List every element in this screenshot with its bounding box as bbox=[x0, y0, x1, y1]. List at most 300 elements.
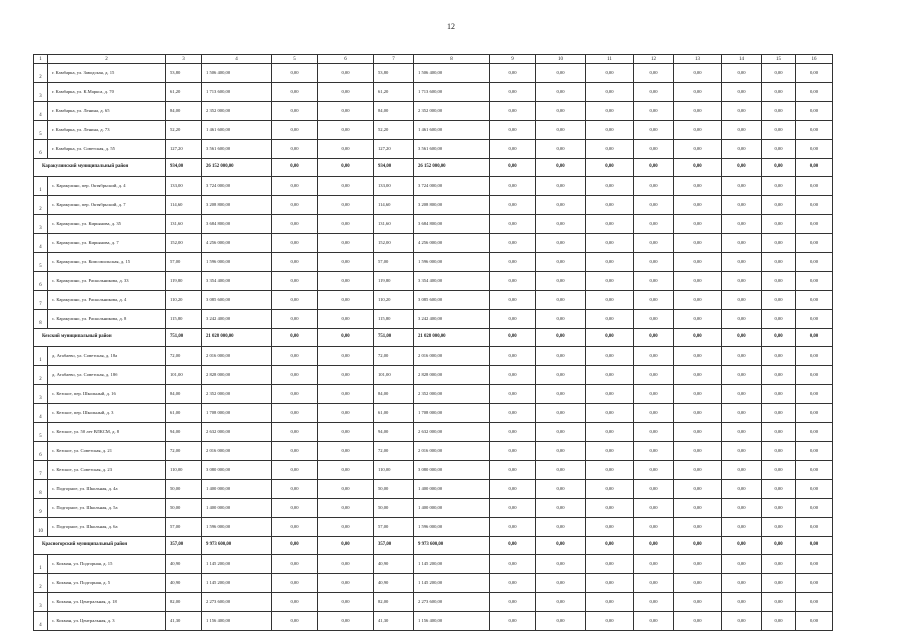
value-cell: 0,00 bbox=[318, 404, 374, 423]
value-cell: 0,00 bbox=[634, 480, 674, 499]
value-cell: 0,00 bbox=[796, 121, 833, 140]
cost-cell: 2 352 000,00 bbox=[414, 102, 490, 121]
value-cell: 0,00 bbox=[536, 574, 586, 593]
value-cell: 0,00 bbox=[674, 121, 722, 140]
address-cell: с. Каракулино, ул. Раскольникова, д. 33 bbox=[48, 272, 166, 291]
row-index: 3 bbox=[34, 593, 48, 612]
table-row bbox=[34, 196, 833, 215]
district-name: Красногорский муниципальный район bbox=[34, 537, 166, 555]
value-cell: 0,00 bbox=[490, 366, 536, 385]
value-cell: 0,00 bbox=[490, 537, 536, 555]
value-cell: 0,00 bbox=[490, 272, 536, 291]
value-cell: 0,00 bbox=[674, 272, 722, 291]
address-cell: г. Камбарка, ул. Советская, д. 55 bbox=[48, 140, 166, 159]
value-cell: 0,00 bbox=[586, 196, 634, 215]
value-cell: 0,00 bbox=[634, 612, 674, 631]
value-cell: 0,00 bbox=[318, 234, 374, 253]
value-cell: 0,00 bbox=[586, 499, 634, 518]
value-cell: 0,00 bbox=[796, 347, 833, 366]
value-cell: 0,00 bbox=[722, 102, 762, 121]
cost-cell: 3 354 400,00 bbox=[414, 272, 490, 291]
address-cell: с. Кезское, ул. 50 лет ВЛКСМ, д. 8 bbox=[48, 423, 166, 442]
area-cell: 61,00 bbox=[166, 404, 202, 423]
value-cell: 0,00 bbox=[536, 159, 586, 177]
cost-cell: 9 973 600,00 bbox=[414, 537, 490, 555]
value-cell: 0,00 bbox=[634, 385, 674, 404]
district-total-row bbox=[34, 159, 833, 177]
value-cell: 0,00 bbox=[634, 461, 674, 480]
table-row bbox=[34, 215, 833, 234]
value-cell: 0,00 bbox=[536, 612, 586, 631]
cost-cell: 4 256 000,00 bbox=[414, 234, 490, 253]
column-number: 6 bbox=[318, 55, 374, 64]
value-cell: 0,00 bbox=[796, 329, 833, 347]
area-cell: 41,30 bbox=[374, 612, 414, 631]
value-cell: 0,00 bbox=[796, 272, 833, 291]
area-cell: 131,60 bbox=[166, 215, 202, 234]
row-index: 6 bbox=[34, 272, 48, 291]
value-cell: 0,00 bbox=[536, 366, 586, 385]
value-cell: 0,00 bbox=[586, 366, 634, 385]
value-cell: 0,00 bbox=[490, 83, 536, 102]
value-cell: 0,00 bbox=[272, 385, 318, 404]
value-cell: 0,00 bbox=[272, 574, 318, 593]
value-cell: 0,00 bbox=[490, 159, 536, 177]
cost-cell: 1 596 000,00 bbox=[202, 518, 272, 537]
value-cell: 0,00 bbox=[634, 272, 674, 291]
table-row bbox=[34, 253, 833, 272]
value-cell: 0,00 bbox=[318, 177, 374, 196]
table-row bbox=[34, 102, 833, 121]
value-cell: 0,00 bbox=[722, 423, 762, 442]
value-cell: 0,00 bbox=[634, 442, 674, 461]
cost-cell: 1 596 000,00 bbox=[414, 518, 490, 537]
address-cell: д. Атабаево, ул. Советская, д. 18а bbox=[48, 347, 166, 366]
value-cell: 0,00 bbox=[674, 102, 722, 121]
value-cell: 0,00 bbox=[272, 215, 318, 234]
value-cell: 0,00 bbox=[536, 140, 586, 159]
value-cell: 0,00 bbox=[490, 215, 536, 234]
row-index: 1 bbox=[34, 555, 48, 574]
value-cell: 0,00 bbox=[722, 310, 762, 329]
value-cell: 0,00 bbox=[634, 140, 674, 159]
value-cell: 0,00 bbox=[674, 177, 722, 196]
area-cell: 357,00 bbox=[166, 537, 202, 555]
value-cell: 0,00 bbox=[722, 404, 762, 423]
value-cell: 0,00 bbox=[586, 121, 634, 140]
value-cell: 0,00 bbox=[762, 215, 796, 234]
value-cell: 0,00 bbox=[586, 461, 634, 480]
value-cell: 0,00 bbox=[762, 234, 796, 253]
value-cell: 0,00 bbox=[272, 518, 318, 537]
cost-cell: 9 973 600,00 bbox=[202, 537, 272, 555]
address-cell: с. Подгорное, ул. Школьная, д. 6а bbox=[48, 518, 166, 537]
value-cell: 0,00 bbox=[272, 366, 318, 385]
value-cell: 0,00 bbox=[674, 159, 722, 177]
cost-cell: 2 352 000,00 bbox=[202, 102, 272, 121]
table-row bbox=[34, 555, 833, 574]
value-cell: 0,00 bbox=[762, 121, 796, 140]
value-cell: 0,00 bbox=[586, 423, 634, 442]
row-index: 7 bbox=[34, 291, 48, 310]
value-cell: 0,00 bbox=[674, 574, 722, 593]
value-cell: 0,00 bbox=[272, 253, 318, 272]
value-cell: 0,00 bbox=[722, 159, 762, 177]
value-cell: 0,00 bbox=[272, 64, 318, 83]
row-index: 1 bbox=[34, 347, 48, 366]
value-cell: 0,00 bbox=[318, 442, 374, 461]
table-row bbox=[34, 347, 833, 366]
value-cell: 0,00 bbox=[634, 159, 674, 177]
cost-cell: 2 632 000,00 bbox=[414, 423, 490, 442]
cost-cell: 1 461 600,00 bbox=[202, 121, 272, 140]
value-cell: 0,00 bbox=[722, 234, 762, 253]
table-header-row bbox=[34, 55, 833, 64]
housing-program-table bbox=[33, 54, 833, 631]
value-cell: 0,00 bbox=[318, 612, 374, 631]
value-cell: 0,00 bbox=[722, 366, 762, 385]
area-cell: 52,20 bbox=[166, 121, 202, 140]
area-cell: 152,00 bbox=[166, 234, 202, 253]
value-cell: 0,00 bbox=[490, 121, 536, 140]
value-cell: 0,00 bbox=[674, 64, 722, 83]
value-cell: 0,00 bbox=[796, 423, 833, 442]
value-cell: 0,00 bbox=[762, 518, 796, 537]
value-cell: 0,00 bbox=[536, 461, 586, 480]
table-row bbox=[34, 385, 833, 404]
value-cell: 0,00 bbox=[490, 593, 536, 612]
value-cell: 0,00 bbox=[318, 423, 374, 442]
cost-cell: 3 242 400,00 bbox=[202, 310, 272, 329]
value-cell: 0,00 bbox=[490, 329, 536, 347]
value-cell: 0,00 bbox=[272, 234, 318, 253]
value-cell: 0,00 bbox=[318, 347, 374, 366]
value-cell: 0,00 bbox=[490, 480, 536, 499]
value-cell: 0,00 bbox=[272, 461, 318, 480]
area-cell: 127,20 bbox=[166, 140, 202, 159]
value-cell: 0,00 bbox=[722, 121, 762, 140]
value-cell: 0,00 bbox=[796, 593, 833, 612]
value-cell: 0,00 bbox=[634, 177, 674, 196]
cost-cell: 3 724 000,00 bbox=[202, 177, 272, 196]
value-cell: 0,00 bbox=[318, 480, 374, 499]
value-cell: 0,00 bbox=[318, 310, 374, 329]
value-cell: 0,00 bbox=[536, 499, 586, 518]
value-cell: 0,00 bbox=[536, 215, 586, 234]
value-cell: 0,00 bbox=[490, 64, 536, 83]
value-cell: 0,00 bbox=[634, 574, 674, 593]
cost-cell: 21 028 000,00 bbox=[202, 329, 272, 347]
value-cell: 0,00 bbox=[586, 612, 634, 631]
value-cell: 0,00 bbox=[586, 64, 634, 83]
row-index: 2 bbox=[34, 196, 48, 215]
value-cell: 0,00 bbox=[796, 574, 833, 593]
area-cell: 50,00 bbox=[166, 499, 202, 518]
row-index: 8 bbox=[34, 310, 48, 329]
value-cell: 0,00 bbox=[762, 253, 796, 272]
value-cell: 0,00 bbox=[318, 385, 374, 404]
cost-cell: 2 273 600,00 bbox=[414, 593, 490, 612]
value-cell: 0,00 bbox=[318, 461, 374, 480]
value-cell: 0,00 bbox=[586, 442, 634, 461]
address-cell: с. Каракулино, пер. Октябрьский, д. 7 bbox=[48, 196, 166, 215]
value-cell: 0,00 bbox=[796, 310, 833, 329]
value-cell: 0,00 bbox=[762, 499, 796, 518]
cost-cell: 4 256 000,00 bbox=[202, 234, 272, 253]
value-cell: 0,00 bbox=[722, 272, 762, 291]
value-cell: 0,00 bbox=[586, 215, 634, 234]
value-cell: 0,00 bbox=[318, 196, 374, 215]
area-cell: 72,00 bbox=[374, 347, 414, 366]
address-cell: с. Подгорное, ул. Школьная, д. 4а bbox=[48, 480, 166, 499]
area-cell: 131,60 bbox=[374, 215, 414, 234]
value-cell: 0,00 bbox=[722, 555, 762, 574]
value-cell: 0,00 bbox=[634, 404, 674, 423]
value-cell: 0,00 bbox=[634, 253, 674, 272]
cost-cell: 2 016 000,00 bbox=[414, 347, 490, 366]
value-cell: 0,00 bbox=[536, 593, 586, 612]
area-cell: 52,20 bbox=[374, 121, 414, 140]
value-cell: 0,00 bbox=[796, 366, 833, 385]
address-cell: с. Каракулино, ул. Раскольникова, д. 8 bbox=[48, 310, 166, 329]
table-row bbox=[34, 612, 833, 631]
value-cell: 0,00 bbox=[586, 102, 634, 121]
value-cell: 0,00 bbox=[762, 612, 796, 631]
value-cell: 0,00 bbox=[722, 593, 762, 612]
value-cell: 0,00 bbox=[490, 140, 536, 159]
cost-cell: 2 828 000,00 bbox=[202, 366, 272, 385]
value-cell: 0,00 bbox=[272, 102, 318, 121]
address-cell: с. Кокман, ул. Центральная, д. 18 bbox=[48, 593, 166, 612]
column-number: 12 bbox=[634, 55, 674, 64]
value-cell: 0,00 bbox=[272, 159, 318, 177]
cost-cell: 1 156 400,00 bbox=[202, 612, 272, 631]
value-cell: 0,00 bbox=[586, 385, 634, 404]
area-cell: 53,80 bbox=[374, 64, 414, 83]
area-cell: 152,00 bbox=[374, 234, 414, 253]
value-cell: 0,00 bbox=[536, 518, 586, 537]
value-cell: 0,00 bbox=[490, 423, 536, 442]
value-cell: 0,00 bbox=[762, 102, 796, 121]
cost-cell: 3 354 400,00 bbox=[202, 272, 272, 291]
area-cell: 61,20 bbox=[374, 83, 414, 102]
value-cell: 0,00 bbox=[536, 83, 586, 102]
area-cell: 115,80 bbox=[374, 310, 414, 329]
value-cell: 0,00 bbox=[586, 347, 634, 366]
area-cell: 133,00 bbox=[166, 177, 202, 196]
cost-cell: 3 080 000,00 bbox=[202, 461, 272, 480]
row-index: 1 bbox=[34, 177, 48, 196]
cost-cell: 3 561 600,00 bbox=[414, 140, 490, 159]
table-row bbox=[34, 404, 833, 423]
value-cell: 0,00 bbox=[490, 347, 536, 366]
area-cell: 127,20 bbox=[374, 140, 414, 159]
value-cell: 0,00 bbox=[318, 159, 374, 177]
value-cell: 0,00 bbox=[762, 480, 796, 499]
value-cell: 0,00 bbox=[318, 140, 374, 159]
cost-cell: 1 506 400,00 bbox=[202, 64, 272, 83]
value-cell: 0,00 bbox=[674, 612, 722, 631]
value-cell: 0,00 bbox=[272, 272, 318, 291]
cost-cell: 2 016 000,00 bbox=[202, 347, 272, 366]
value-cell: 0,00 bbox=[318, 291, 374, 310]
cost-cell: 3 684 800,00 bbox=[202, 215, 272, 234]
value-cell: 0,00 bbox=[490, 442, 536, 461]
area-cell: 94,00 bbox=[166, 423, 202, 442]
cost-cell: 1 400 000,00 bbox=[202, 499, 272, 518]
area-cell: 133,00 bbox=[374, 177, 414, 196]
district-total-row bbox=[34, 329, 833, 347]
value-cell: 0,00 bbox=[674, 253, 722, 272]
area-cell: 72,00 bbox=[166, 347, 202, 366]
value-cell: 0,00 bbox=[318, 64, 374, 83]
value-cell: 0,00 bbox=[490, 499, 536, 518]
column-number: 9 bbox=[490, 55, 536, 64]
row-index: 5 bbox=[34, 121, 48, 140]
area-cell: 50,00 bbox=[166, 480, 202, 499]
area-cell: 40,90 bbox=[374, 574, 414, 593]
value-cell: 0,00 bbox=[318, 537, 374, 555]
column-number: 15 bbox=[762, 55, 796, 64]
value-cell: 0,00 bbox=[796, 480, 833, 499]
value-cell: 0,00 bbox=[586, 574, 634, 593]
value-cell: 0,00 bbox=[318, 83, 374, 102]
value-cell: 0,00 bbox=[536, 423, 586, 442]
value-cell: 0,00 bbox=[762, 423, 796, 442]
value-cell: 0,00 bbox=[536, 196, 586, 215]
table-row bbox=[34, 518, 833, 537]
value-cell: 0,00 bbox=[722, 574, 762, 593]
cost-cell: 26 152 000,00 bbox=[202, 159, 272, 177]
value-cell: 0,00 bbox=[722, 442, 762, 461]
area-cell: 101,00 bbox=[374, 366, 414, 385]
value-cell: 0,00 bbox=[634, 291, 674, 310]
value-cell: 0,00 bbox=[586, 253, 634, 272]
value-cell: 0,00 bbox=[536, 537, 586, 555]
value-cell: 0,00 bbox=[586, 140, 634, 159]
cost-cell: 3 080 000,00 bbox=[414, 461, 490, 480]
value-cell: 0,00 bbox=[490, 555, 536, 574]
area-cell: 110,00 bbox=[374, 461, 414, 480]
value-cell: 0,00 bbox=[318, 555, 374, 574]
area-cell: 110,00 bbox=[166, 461, 202, 480]
value-cell: 0,00 bbox=[762, 83, 796, 102]
row-index: 6 bbox=[34, 442, 48, 461]
value-cell: 0,00 bbox=[634, 83, 674, 102]
cost-cell: 3 561 600,00 bbox=[202, 140, 272, 159]
value-cell: 0,00 bbox=[674, 196, 722, 215]
row-index: 2 bbox=[34, 64, 48, 83]
value-cell: 0,00 bbox=[272, 177, 318, 196]
value-cell: 0,00 bbox=[536, 555, 586, 574]
address-cell: с. Подгорное, ул. Школьная, д. 5а bbox=[48, 499, 166, 518]
district-name: Кезский муниципальный район bbox=[34, 329, 166, 347]
table-row bbox=[34, 177, 833, 196]
value-cell: 0,00 bbox=[674, 593, 722, 612]
column-number: 13 bbox=[674, 55, 722, 64]
value-cell: 0,00 bbox=[762, 366, 796, 385]
value-cell: 0,00 bbox=[796, 291, 833, 310]
value-cell: 0,00 bbox=[318, 272, 374, 291]
value-cell: 0,00 bbox=[674, 291, 722, 310]
row-index: 10 bbox=[34, 518, 48, 537]
value-cell: 0,00 bbox=[536, 272, 586, 291]
value-cell: 0,00 bbox=[536, 442, 586, 461]
area-cell: 357,00 bbox=[374, 537, 414, 555]
column-number: 5 bbox=[272, 55, 318, 64]
value-cell: 0,00 bbox=[634, 537, 674, 555]
value-cell: 0,00 bbox=[490, 253, 536, 272]
value-cell: 0,00 bbox=[762, 537, 796, 555]
address-cell: с. Кезское, ул. Советская, д. 23 bbox=[48, 461, 166, 480]
table-row bbox=[34, 574, 833, 593]
value-cell: 0,00 bbox=[586, 480, 634, 499]
area-cell: 61,20 bbox=[166, 83, 202, 102]
row-index: 4 bbox=[34, 234, 48, 253]
address-cell: с. Каракулино, ул. Раскольникова, д. 4 bbox=[48, 291, 166, 310]
area-cell: 72,00 bbox=[166, 442, 202, 461]
address-cell: с. Каракулино, ул. Кирьянова, д. 35 bbox=[48, 215, 166, 234]
table-row bbox=[34, 442, 833, 461]
area-cell: 57,00 bbox=[166, 518, 202, 537]
address-cell: г. Камбарка, ул. К.Маркса, д. 70 bbox=[48, 83, 166, 102]
value-cell: 0,00 bbox=[762, 555, 796, 574]
area-cell: 101,00 bbox=[166, 366, 202, 385]
value-cell: 0,00 bbox=[796, 64, 833, 83]
cost-cell: 1 145 200,00 bbox=[414, 574, 490, 593]
value-cell: 0,00 bbox=[796, 253, 833, 272]
value-cell: 0,00 bbox=[272, 329, 318, 347]
cost-cell: 1 145 200,00 bbox=[202, 555, 272, 574]
column-number: 3 bbox=[166, 55, 202, 64]
value-cell: 0,00 bbox=[762, 291, 796, 310]
cost-cell: 1 708 000,00 bbox=[414, 404, 490, 423]
value-cell: 0,00 bbox=[762, 385, 796, 404]
value-cell: 0,00 bbox=[674, 234, 722, 253]
value-cell: 0,00 bbox=[674, 461, 722, 480]
value-cell: 0,00 bbox=[586, 518, 634, 537]
value-cell: 0,00 bbox=[674, 329, 722, 347]
address-cell: г. Камбарка, ул. Заводская, д. 15 bbox=[48, 64, 166, 83]
value-cell: 0,00 bbox=[674, 215, 722, 234]
area-cell: 57,00 bbox=[166, 253, 202, 272]
cost-cell: 3 085 600,00 bbox=[414, 291, 490, 310]
value-cell: 0,00 bbox=[272, 480, 318, 499]
value-cell: 0,00 bbox=[762, 196, 796, 215]
cost-cell: 1 596 000,00 bbox=[202, 253, 272, 272]
value-cell: 0,00 bbox=[722, 64, 762, 83]
value-cell: 0,00 bbox=[674, 537, 722, 555]
area-cell: 119,80 bbox=[166, 272, 202, 291]
value-cell: 0,00 bbox=[722, 177, 762, 196]
value-cell: 0,00 bbox=[272, 196, 318, 215]
address-cell: с. Кезское, пер. Школьный, д. 16 bbox=[48, 385, 166, 404]
row-index: 9 bbox=[34, 499, 48, 518]
address-cell: с. Кокман, ул. Подгорная, д. 5 bbox=[48, 574, 166, 593]
value-cell: 0,00 bbox=[536, 385, 586, 404]
value-cell: 0,00 bbox=[586, 404, 634, 423]
value-cell: 0,00 bbox=[722, 140, 762, 159]
area-cell: 110,20 bbox=[374, 291, 414, 310]
value-cell: 0,00 bbox=[586, 329, 634, 347]
value-cell: 0,00 bbox=[318, 366, 374, 385]
cost-cell: 1 506 400,00 bbox=[414, 64, 490, 83]
value-cell: 0,00 bbox=[796, 537, 833, 555]
area-cell: 84,00 bbox=[166, 102, 202, 121]
address-cell: д. Атабаево, ул. Советская, д. 18б bbox=[48, 366, 166, 385]
value-cell: 0,00 bbox=[536, 177, 586, 196]
value-cell: 0,00 bbox=[762, 310, 796, 329]
